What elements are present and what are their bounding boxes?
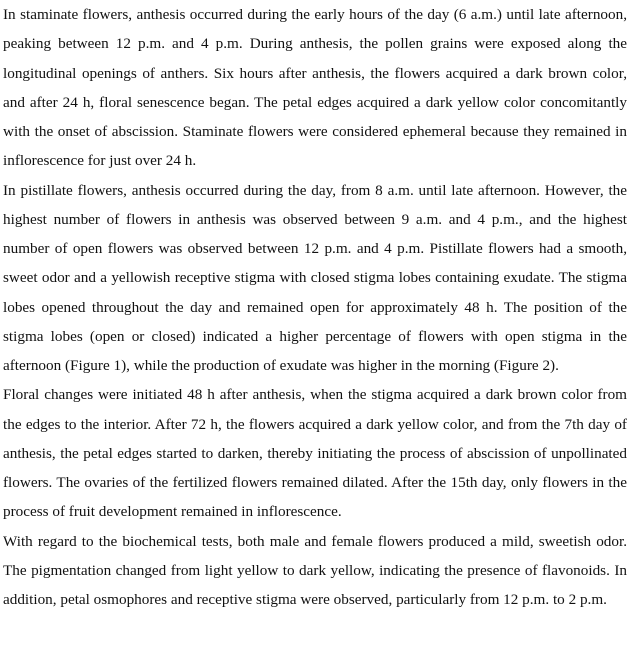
document-body xyxy=(3,0,627,614)
paragraph-staminate-flowers: In staminate flowers, anthesis occurred during the early hours of the day (6 a.m.) until late afternoon, peaking between 12 p.m. and 4 p.m. During anthesis, the pollen grains were exposed along the longitudinal openings of anthers. Six hours after anthesis, the flowers acquired a dark brown color, and after 24 h, floral senescence began. The petal edges acquired a dark yellow color concomitantly with the onset of abscission. Staminate flowers were considered ephemeral because they remained in inflorescence for just over 24 h. xyxy=(3,6,627,170)
paragraph-floral-changes: Floral changes were initiated 48 h after anthesis, when the stigma acquired a dark brown color from the edges to the interior. After 72 h, the flowers acquired a dark yellow color, and from the 7th day of anthesis, the petal edges started to darken, thereby initiating the process of abscission of unpollinated flowers. The ovaries of the fertilized flowers remained dilated. After the 15th day, only flowers in the process of fruit development remained in inflorescence. xyxy=(3,386,627,521)
paragraph-pistillate-flowers: In pistillate flowers, anthesis occurred during the day, from 8 a.m. until late afternoon. However, the highest number of flowers in anthesis was observed between 9 a.m. and 4 p.m., and the highest number of open flowers was observed between 12 p.m. and 4 p.m. Pistillate flowers had a smooth, sweet odor and a yellowish receptive stigma with closed stigma lobes containing exudate. The stigma lobes opened throughout the day and remained open for approximately 48 h. The position of the stigma lobes (open or closed) indicated a higher percentage of flowers with open stigma in the afternoon (Figure 1), while the production of exudate was higher in the morning (Figure 2). xyxy=(3,181,627,374)
paragraph-biochemical-tests: With regard to the biochemical tests, both male and female flowers produced a mild, sweetish odor. The pigmentation changed from light yellow to dark yellow, indicating the presence of flavonoids. In addition, petal osmophores and receptive stigma were observed, particularly from 12 p.m. to 2 p.m. xyxy=(3,532,627,608)
